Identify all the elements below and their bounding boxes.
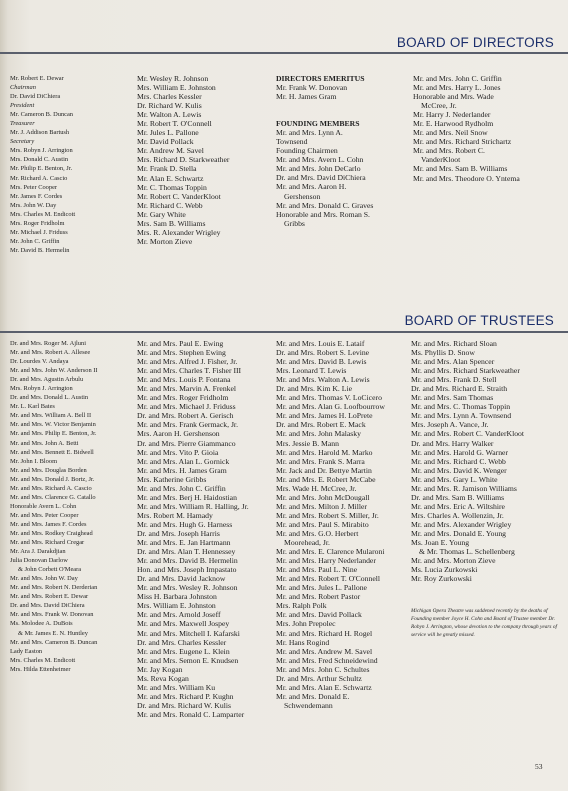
member-name: Mrs. Ralph Polk bbox=[276, 601, 327, 611]
member-name: Mr. and Mrs. Gary L. White bbox=[411, 474, 498, 484]
member-name: Mr. and Mrs. Frank W. Donovan bbox=[10, 611, 94, 619]
member-name: Mr. John C. Griffin bbox=[10, 237, 60, 245]
member-name: Mr. and Mrs. Bennett E. Bidwell bbox=[10, 448, 94, 456]
member-name: Mr. Robert C. VanderKloot bbox=[137, 191, 221, 201]
member-name: Mr. and Mrs. Avern L. Cohn bbox=[276, 155, 364, 165]
member-name: Mr. and Mrs. Eugene L. Klein bbox=[137, 646, 230, 656]
member-name: Mr. H. James Gram bbox=[276, 92, 337, 102]
member-name: Mr. and Mrs. Paul E. Ewing bbox=[137, 339, 224, 348]
member-name: Mr. and Mrs. Sam Thomas bbox=[411, 393, 494, 403]
member-name: Mr. and Mrs. Robert Pastor bbox=[276, 592, 361, 602]
member-name: Mr. and Mrs. William A. Bell II bbox=[10, 412, 92, 420]
member-name: Mr. and Mrs. Ronald C. Lamparter bbox=[137, 709, 245, 719]
member-name: Mr. Andrew M. Savel bbox=[137, 146, 204, 156]
member-name: Dr. David DiChiera bbox=[10, 93, 61, 101]
member-name: Ms. Joan E. Young bbox=[411, 538, 470, 548]
member-name: & John Corbett O'Meara bbox=[18, 566, 82, 574]
trustees-rule bbox=[0, 331, 568, 333]
member-name: Mr. and Mrs. Rodkey Craighead bbox=[10, 529, 93, 537]
member-name: Mr. and Mrs. Alexander Wrigley bbox=[411, 519, 512, 529]
member-name: Dr. and Mrs. Alan T. Hennessey bbox=[137, 547, 236, 557]
member-name: Mr. and Mrs. John W. Anderson II bbox=[10, 367, 98, 375]
directors-column-1 bbox=[10, 74, 128, 255]
member-name: Mr. and Mrs. E. Robert McCabe bbox=[276, 474, 376, 484]
member-name: Mr. and Mrs. Mitchell I. Kafarski bbox=[137, 628, 240, 638]
member-name: Mr. and Mrs. Harold M. Marko bbox=[276, 447, 373, 457]
member-name: Mr. and Mrs. Arnold Joseff bbox=[137, 610, 221, 620]
member-name: Mrs. John W. Day bbox=[10, 201, 57, 209]
member-name: Mr. and Mrs. C. Thomas Toppin bbox=[411, 402, 511, 412]
member-name: Mr. and Mrs. Andrew M. Savel bbox=[276, 646, 373, 656]
member-name: Mr. and Mrs. Frank D. Stell bbox=[411, 375, 497, 385]
member-name: Mr. and Mrs. Lynn A. bbox=[276, 128, 343, 138]
member-name: Mr. and Mrs. E. Jan Hartmann bbox=[137, 538, 231, 548]
member-name: Mr. and Mrs. Lynn A. Townsend bbox=[411, 411, 512, 421]
member-name: Lady Easton bbox=[10, 647, 43, 655]
member-name: Mr. and Mrs. David K. Wenger bbox=[411, 465, 507, 475]
member-name: Dr. and Mrs. Agustin Arbulu bbox=[10, 376, 84, 384]
member-name: Mr. and Mrs. Semon E. Knudsen bbox=[137, 655, 239, 665]
member-name: Mr. and Mrs. Clarence G. Catallo bbox=[10, 493, 96, 501]
member-name: Mr. C. Thomas Toppin bbox=[137, 182, 207, 192]
member-name: Mr. and Mrs. Morton Zieve bbox=[411, 556, 496, 566]
member-name: Mr. and Mrs. Theodore O. Yntema bbox=[413, 173, 520, 183]
member-name: Mr. and Mrs. Paul S. Mirabito bbox=[276, 519, 369, 529]
directors-rule bbox=[0, 52, 568, 54]
member-name: Dr. and Mrs. Kim K. Lie bbox=[276, 384, 353, 394]
member-name: Mr. and Mrs. Robert T. O'Connell bbox=[276, 574, 381, 584]
section-subheading: FOUNDING MEMBERS bbox=[276, 119, 360, 129]
member-name: Mr. Philip E. Benton, Jr. bbox=[10, 165, 73, 173]
member-name: Mr. Richard A. Cascio bbox=[10, 174, 68, 182]
member-name: Mr. and Mrs. Harry L. Jones bbox=[413, 83, 501, 93]
member-name: Mr. and Mrs. John A. Betti bbox=[10, 439, 79, 447]
member-name: Mr. Wesley R. Johnson bbox=[137, 74, 209, 83]
member-name: Mr. Hans Rogind bbox=[276, 637, 330, 647]
member-name: Mr. and Mrs. Eric A. Wiltshire bbox=[411, 501, 505, 511]
member-name: Mrs. Aaron H. Gershenson bbox=[137, 429, 220, 439]
member-name: Mrs. Robyn J. Arrington bbox=[10, 147, 73, 155]
member-name: Mr. and Mrs. Richard H. Rogel bbox=[276, 628, 373, 638]
member-name: Mr. and Mrs. John W. Day bbox=[10, 575, 78, 583]
member-name: & Mr. Thomas L. Schellenberg bbox=[419, 547, 515, 557]
member-name: Mrs. Katherine Gribbs bbox=[137, 474, 207, 484]
member-name: Mr. and Mrs. John Malasky bbox=[276, 429, 361, 439]
member-name: Townsend bbox=[276, 137, 308, 147]
member-name: Mr. and Mrs. Richard P. Kughn bbox=[137, 691, 234, 701]
member-name: Mr. and Mrs. Berj H. Haidostian bbox=[137, 492, 237, 502]
member-name: Mr. Frank W. Donovan bbox=[276, 83, 348, 93]
member-name: Mr. David B. Hermelin bbox=[10, 246, 70, 254]
member-name: Gribbs bbox=[284, 218, 305, 228]
spacer bbox=[276, 101, 406, 110]
member-name: Mr. Robert T. O'Connell bbox=[137, 119, 212, 129]
member-name: Mr. John I. Bloom bbox=[10, 457, 58, 465]
member-name: VanderKloot bbox=[421, 155, 461, 165]
member-name: Mr. J. Addison Bartush bbox=[10, 129, 70, 137]
member-name: Mrs. Wade H. McCree, Jr. bbox=[276, 483, 357, 493]
officer-title: Chairman bbox=[10, 84, 36, 92]
member-name: Mrs. Richard D. Starkweather bbox=[137, 155, 230, 165]
officer-title: Secretary bbox=[10, 138, 35, 146]
member-name: Mr. and Mrs. Stephen Ewing bbox=[137, 348, 226, 358]
member-name: Mr. and Mrs. Sam B. Williams bbox=[413, 164, 508, 174]
member-name: Mr. Harry J. Nederlander bbox=[413, 110, 491, 120]
member-name: Mr. Frank D. Stella bbox=[137, 164, 197, 174]
member-name: Mr. and Mrs. Roger Fridholm bbox=[137, 393, 229, 403]
member-name: Dr. and Mrs. Robert A. Gerisch bbox=[137, 411, 234, 421]
member-name: Mr. and Mrs. Robert N. Derderian bbox=[10, 584, 98, 592]
member-name: Mrs. William E. Johnston bbox=[137, 83, 216, 93]
directors-column-2 bbox=[137, 74, 269, 246]
member-name: Mr. and Mrs. John C. Griffin bbox=[137, 483, 226, 493]
member-name: Mr. Michael J. Friduss bbox=[10, 228, 68, 236]
trustees-heading: BOARD OF TRUSTEES bbox=[404, 313, 554, 328]
member-name: Mr. and Mrs. Alan L. Gornick bbox=[137, 456, 230, 466]
member-name: Mr. and Mrs. Douglas Borden bbox=[10, 466, 87, 474]
member-name: Mr. and Mrs. Robert E. Dewar bbox=[10, 593, 89, 601]
member-name: Mr. and Mrs. Louis P. Fontana bbox=[137, 375, 231, 385]
member-name: Mr. and Mrs. R. Jamison Williams bbox=[411, 483, 517, 493]
memorial-note: Michigan Opera Theatre was saddened recently by the deaths of Founding member Joyce H. Cohn and Board of Trustee member Dr. Robyn J. Arrington, whose devotion to the company through years of service will be greatly missed. bbox=[411, 608, 557, 639]
member-name: Mr. and Mrs. Thomas V. LoCicero bbox=[276, 393, 382, 403]
member-name: Mr. and Mrs. Michael J. Friduss bbox=[137, 402, 236, 412]
member-name: Mr. and Mrs. Alan G. Loofbourrow bbox=[276, 402, 385, 412]
member-name: Mr. and Mrs. W. Victor Benjamin bbox=[10, 421, 96, 429]
member-name: Mr. Gary White bbox=[137, 209, 186, 219]
member-name: Mr. Morton Zieve bbox=[137, 236, 193, 246]
member-name: Mr. and Mrs. Peter Cooper bbox=[10, 511, 79, 519]
member-name: Mr. and Mrs. William Ku bbox=[137, 682, 216, 692]
member-name: Dr. and Mrs. Richard W. Kulis bbox=[137, 700, 231, 710]
member-name: Mrs. William E. Johnston bbox=[137, 601, 216, 611]
member-name: Dr. Lourdes V. Andaya bbox=[10, 358, 69, 366]
member-name: Mr. and Mrs. Richard Cregar bbox=[10, 539, 85, 547]
member-name: Mr. Robert E. Dewar bbox=[10, 75, 64, 82]
member-name: Mr. and Mrs. Donald E. bbox=[276, 691, 350, 701]
member-name: Mrs. Charles M. Endicott bbox=[10, 656, 76, 664]
member-name: Mr. and Mrs. Vito P. Gioia bbox=[137, 447, 219, 457]
member-name: Mr. and Mrs. James H. LoPrete bbox=[276, 411, 373, 421]
member-name: Schwendemann bbox=[284, 700, 333, 710]
member-name: Mr. and Mrs. Milton J. Miller bbox=[276, 501, 367, 511]
member-name: Mr. and Mrs. Charles T. Fisher III bbox=[137, 366, 242, 376]
member-name: Mr. and Mrs. Jules L. Pallone bbox=[276, 583, 367, 593]
member-name: Mr. and Mrs. Robert A. Allesee bbox=[10, 349, 91, 357]
member-name: Gershenson bbox=[284, 191, 321, 201]
member-name: Mr. and Mrs. Wesley R. Johnson bbox=[137, 583, 238, 593]
member-name: Mrs. Jessie B. Mann bbox=[276, 438, 339, 448]
member-name: Mr. Ara J. Darakdjian bbox=[10, 548, 66, 556]
officer-title: Treasurer bbox=[10, 120, 35, 128]
member-name: Dr. and Mrs. Robert E. Mack bbox=[276, 420, 366, 430]
member-name: Mr. and Mrs. John C. Schultes bbox=[276, 664, 370, 674]
member-name: Mr. and Mrs. Donald C. Graves bbox=[276, 200, 374, 210]
member-name: Mr. and Mrs. Richard A. Cascio bbox=[10, 484, 92, 492]
member-name: Dr. and Mrs. David DiChiera bbox=[276, 173, 366, 183]
member-name: Mr. and Mrs. Donald E. Young bbox=[411, 528, 507, 538]
member-name: Mr. Alan E. Schwartz bbox=[137, 173, 204, 183]
member-name: Mrs. Robert M. Hamady bbox=[137, 510, 213, 520]
trustees-column-3 bbox=[276, 339, 406, 710]
member-name: Ms. Molodee A. DuBois bbox=[10, 620, 73, 628]
member-name: McCree, Jr. bbox=[421, 101, 457, 111]
page-number: 53 bbox=[535, 762, 543, 771]
trustees-column-4 bbox=[411, 339, 563, 583]
member-name: Mr. and Mrs. John McDougall bbox=[276, 492, 370, 502]
member-name: Mr. and Mrs. G.O. Herbert bbox=[276, 528, 359, 538]
member-name: Ms. Phyllis D. Snow bbox=[411, 348, 475, 358]
member-name: Mr. and Mrs. Fred Schneidewind bbox=[276, 655, 378, 665]
member-name: Mr. and Mrs. Cameron B. Duncan bbox=[10, 638, 98, 646]
officer-title: President bbox=[10, 102, 35, 110]
member-name: Mr. and Mrs. David Pollack bbox=[276, 610, 362, 620]
member-name: Dr. and Mrs. Pierre Giammanco bbox=[137, 438, 236, 448]
member-name: Dr. and Mrs. David DiChiera bbox=[10, 602, 85, 610]
member-name: Mr. and Mrs. Donald J. Bortz, Jr. bbox=[10, 475, 95, 483]
trustees-column-2 bbox=[137, 339, 269, 719]
member-name: Mrs. Charles A. Wollenzin, Jr. bbox=[411, 510, 504, 520]
member-name: Mr. E. Harwood Rydholm bbox=[413, 119, 494, 129]
member-name: Honorable and Mrs. Wade bbox=[413, 92, 494, 102]
member-name: Mrs. John Prepolec bbox=[276, 619, 336, 629]
member-name: Mr. Cameron B. Duncan bbox=[10, 111, 74, 119]
member-name: Mr. Jack and Dr. Bettye Martin bbox=[276, 465, 372, 475]
member-name: Mrs. Donald C. Austin bbox=[10, 156, 69, 164]
member-name: Mr. and Mrs. Robert S. Miller, Jr. bbox=[276, 510, 379, 520]
member-name: Dr. and Mrs. Joseph Harris bbox=[137, 528, 220, 538]
trustees-column-1 bbox=[10, 339, 128, 674]
member-name: Mr. and Mrs. E. Clarence Mularoni bbox=[276, 547, 385, 557]
member-name: Mr. and Mrs. H. James Gram bbox=[137, 465, 227, 475]
member-name: Mr. and Mrs. Paul L. Nine bbox=[276, 565, 358, 575]
member-name: Honorable and Mrs. Roman S. bbox=[276, 209, 370, 219]
member-name: Mr. Roy Zurkowski bbox=[411, 574, 472, 584]
member-name: Dr. and Mrs. Roger M. Ajluni bbox=[10, 340, 86, 347]
member-name: Mr. and Mrs. John C. Griffin bbox=[413, 74, 502, 83]
member-name: Hon. and Mrs. Joseph Impastato bbox=[137, 565, 237, 575]
member-name: Dr. and Mrs. Richard E. Straith bbox=[411, 384, 508, 394]
member-name: Mr. Jay Kogan bbox=[137, 664, 183, 674]
member-name: Mr. and Mrs. Walton A. Lewis bbox=[276, 375, 370, 385]
member-name: Mrs. Charles M. Endicott bbox=[10, 210, 76, 218]
directors-column-3 bbox=[276, 74, 406, 228]
member-name: & Mr. James E. N. Huntley bbox=[18, 629, 88, 637]
member-name: Mr. and Mrs. Alfred J. Fisher, Jr. bbox=[137, 357, 238, 367]
member-name: Mr. L. Karl Bates bbox=[10, 403, 55, 411]
member-name: Mr. and Mrs. Robert C. VanderKloot bbox=[411, 429, 525, 439]
member-name: Mr. and Mrs. Louis E. Lataif bbox=[276, 339, 365, 348]
member-name: Ms. Reva Kogan bbox=[137, 673, 189, 683]
member-name: Mr. and Mrs. David B. Lewis bbox=[276, 357, 367, 367]
member-name: Mrs. Peter Cooper bbox=[10, 183, 58, 191]
member-name: Mrs. Robyn J. Arrington bbox=[10, 385, 73, 393]
member-name: Julia Donovan Darlow bbox=[10, 557, 68, 565]
member-name: Mrs. Roger Fridholm bbox=[10, 219, 65, 227]
member-name: Mrs. Leonard T. Lewis bbox=[276, 366, 347, 376]
member-name: Miss H. Barbara Johnston bbox=[137, 592, 217, 602]
member-name: Mrs. Sam B. Williams bbox=[137, 218, 206, 228]
member-name: Mr. and Mrs. Robert C. bbox=[413, 146, 485, 156]
member-name: Mr. and Mrs. Richard Strichartz bbox=[413, 137, 512, 147]
member-name: Dr. and Mrs. Sam B. Williams bbox=[411, 492, 505, 502]
member-name: Mr. and Mrs. Alan Spencer bbox=[411, 357, 495, 367]
member-name: Mr. and Mrs. Aaron H. bbox=[276, 182, 347, 192]
member-name: Mr. James F. Cordes bbox=[10, 192, 63, 200]
section-subheading: DIRECTORS EMERITUS bbox=[276, 74, 365, 83]
directors-column-4 bbox=[413, 74, 563, 183]
member-name: Mr. and Mrs. Marvin A. Frenkel bbox=[137, 384, 237, 394]
member-name: Mr. and Mrs. William R. Halling, Jr. bbox=[137, 501, 249, 511]
member-name: Dr. and Mrs. Charles Kessler bbox=[137, 637, 227, 647]
member-name: Ms. Lucia Zurkowski bbox=[411, 565, 478, 575]
member-name: Honorable Avern L. Cohn bbox=[10, 502, 77, 510]
member-name: Dr. and Mrs. Arthur Schultz bbox=[276, 673, 362, 683]
member-name: Dr. Richard W. Kulis bbox=[137, 101, 202, 111]
member-name: Dr. and Mrs. Donald L. Austin bbox=[10, 394, 89, 402]
member-name: Mr. and Mrs. Harold G. Warner bbox=[411, 447, 509, 457]
member-name: Mr. and Mrs. Richard Starkweather bbox=[411, 366, 520, 376]
member-name: Mr. Walton A. Lewis bbox=[137, 110, 202, 120]
member-name: Mr. and Mrs. Philip E. Benton, Jr. bbox=[10, 430, 97, 438]
member-name: Mr. and Mrs. Maxwell Jospey bbox=[137, 619, 230, 629]
member-name: Mr. and Mrs. John DeCarlo bbox=[276, 164, 361, 174]
member-name: Mr. and Mrs. Frank Germack, Jr. bbox=[137, 420, 238, 430]
member-name: Dr. and Mrs. Robert S. Levine bbox=[276, 348, 370, 358]
member-name: Mr. Richard C. Webb bbox=[137, 200, 203, 210]
member-name: Mr. and Mrs. Neil Snow bbox=[413, 128, 488, 138]
member-name: Mr. and Mrs. Frank S. Marra bbox=[276, 456, 365, 466]
member-name: Mrs. R. Alexander Wrigley bbox=[137, 227, 221, 237]
member-name: Mr. David Pollack bbox=[137, 137, 194, 147]
member-name: Mr. and Mrs. Harry Nederlander bbox=[276, 556, 376, 566]
member-name: Dr. and Mrs. David Jacknow bbox=[137, 574, 226, 584]
member-name: Mr. and Mrs. Richard C. Webb bbox=[411, 456, 506, 466]
spacer bbox=[276, 110, 406, 119]
member-name: Mr. and Mrs. Hugh G. Harness bbox=[137, 519, 233, 529]
member-name: Mr. Jules L. Pallone bbox=[137, 128, 199, 138]
member-name: Mr. and Mrs. David B. Hermelin bbox=[137, 556, 238, 566]
member-name: Moorehead, Jr. bbox=[284, 538, 330, 548]
member-name: Mrs. Charles Kessler bbox=[137, 92, 202, 102]
member-name: Founding Chairmen bbox=[276, 146, 338, 156]
directors-heading: BOARD OF DIRECTORS bbox=[396, 35, 554, 50]
member-name: Mr. and Mrs. Alan E. Schwartz bbox=[276, 682, 372, 692]
member-name: Mrs. Hilda Ettenheimer bbox=[10, 665, 71, 673]
member-name: Mr. and Mrs. James F. Cordes bbox=[10, 520, 87, 528]
member-name: Mr. and Mrs. Richard Sloan bbox=[411, 339, 497, 348]
member-name: Dr. and Mrs. Harry Walker bbox=[411, 438, 494, 448]
member-name: Mrs. Joseph A. Vance, Jr. bbox=[411, 420, 489, 430]
